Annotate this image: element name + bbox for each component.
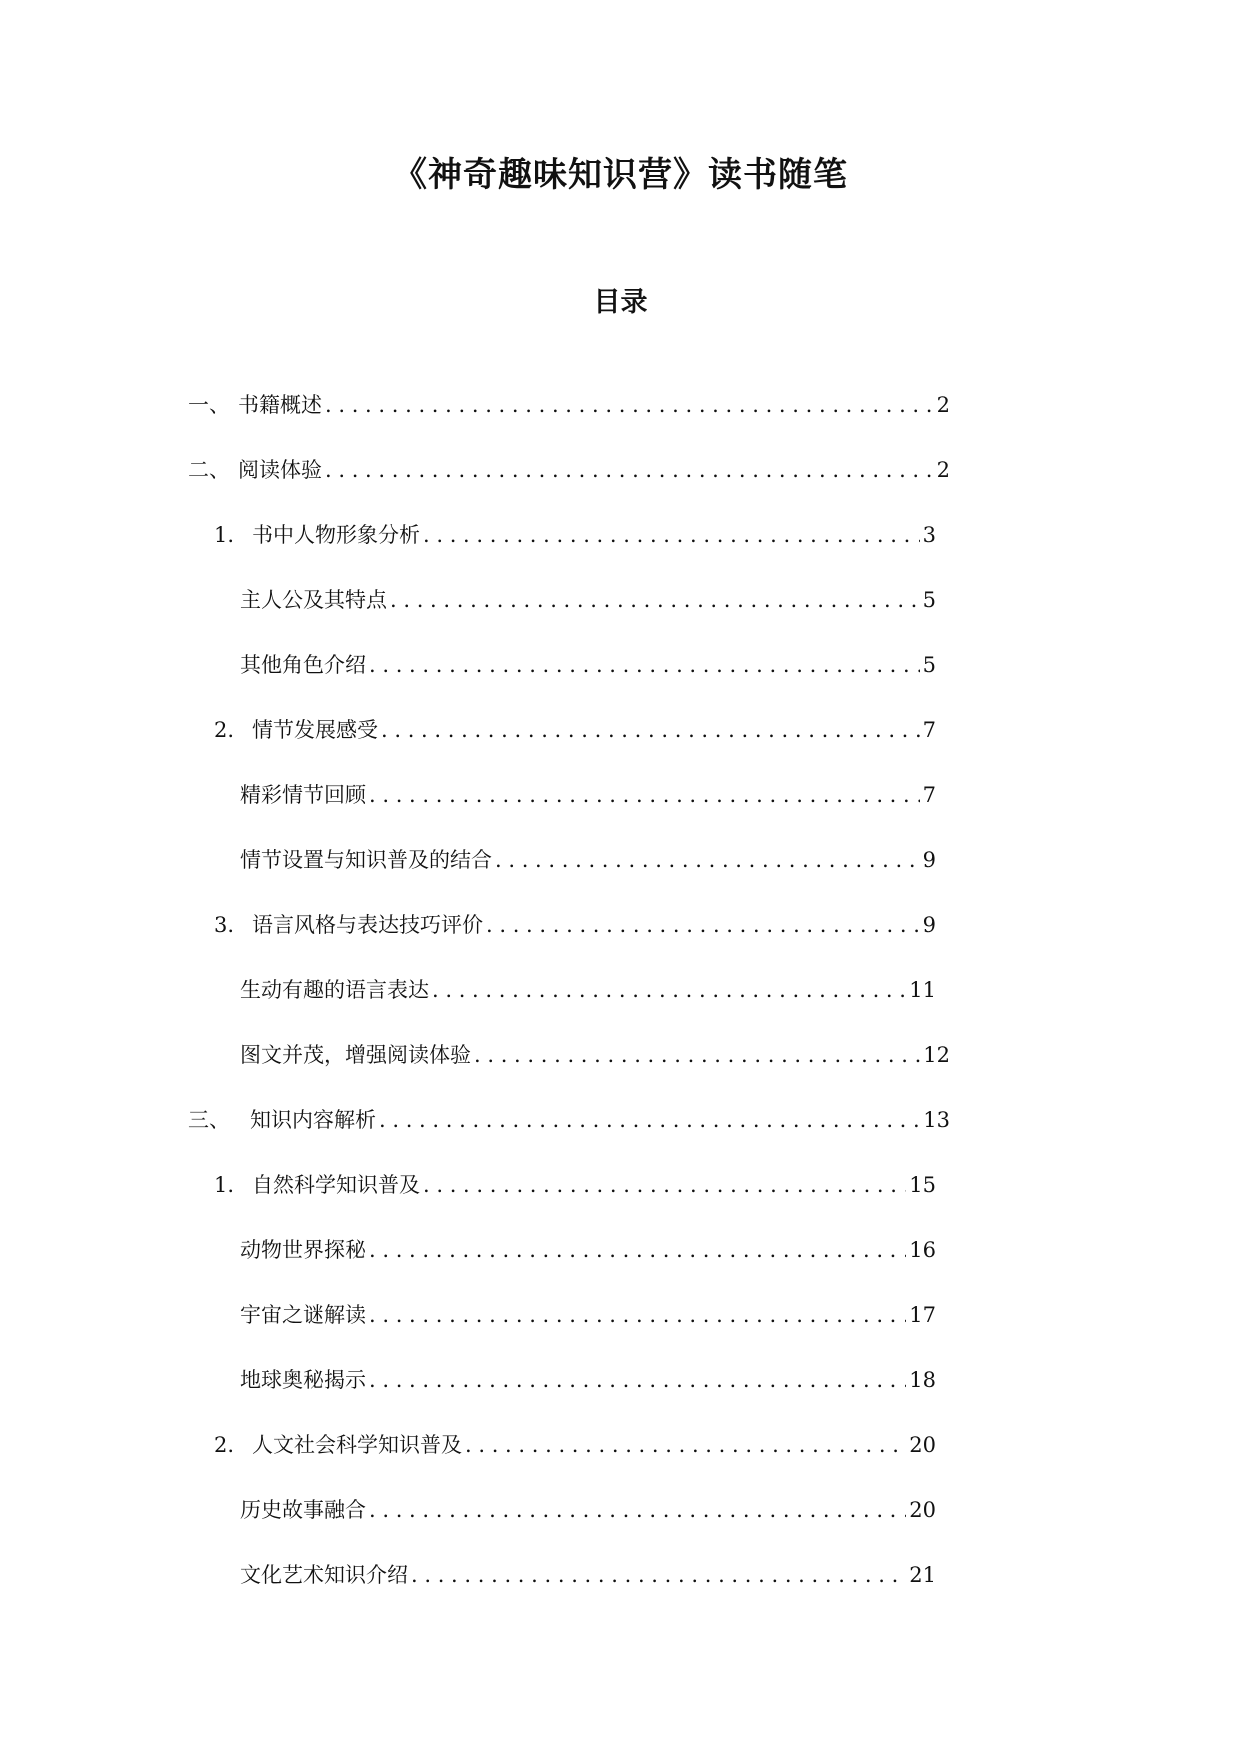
toc-entry-page: 2 bbox=[936, 458, 950, 482]
toc-entry-title: 宇宙之谜解读 bbox=[240, 1303, 366, 1327]
toc-dot-leader bbox=[465, 1430, 906, 1460]
toc-entry-title: 语言风格与表达技巧评价 bbox=[252, 913, 483, 937]
toc-entry-title: 主人公及其特点 bbox=[240, 588, 387, 612]
toc-entry-title: 阅读体验 bbox=[238, 458, 322, 482]
toc-entry-title: 地球奥秘揭示 bbox=[240, 1368, 366, 1392]
toc-entry-title: 人文社会科学知识普及 bbox=[252, 1433, 462, 1457]
toc-entry-number: 1. bbox=[214, 1173, 235, 1197]
toc-entry[interactable] bbox=[240, 1355, 936, 1395]
toc-dot-leader bbox=[369, 1495, 906, 1525]
toc-dot-leader bbox=[423, 520, 920, 550]
toc-entry-title: 生动有趣的语言表达 bbox=[240, 978, 429, 1002]
toc-entry-page: 17 bbox=[909, 1303, 936, 1327]
toc-entry[interactable] bbox=[214, 900, 936, 940]
toc-entry-page: 5 bbox=[922, 588, 936, 612]
toc-entry-page: 7 bbox=[922, 783, 936, 807]
toc-entry-page: 2 bbox=[936, 393, 950, 417]
toc-heading: 目录 bbox=[593, 287, 648, 318]
toc-entry[interactable] bbox=[188, 380, 950, 420]
toc-entry-page: 9 bbox=[922, 913, 936, 937]
toc-entry-page: 5 bbox=[922, 653, 936, 677]
toc-entry-page: 7 bbox=[922, 718, 936, 742]
toc-entry[interactable] bbox=[240, 965, 936, 1005]
document-title: 《神奇趣味知识营》读书随笔 bbox=[393, 155, 848, 195]
toc-entry[interactable] bbox=[214, 1160, 936, 1200]
toc-dot-leader bbox=[411, 1560, 906, 1590]
toc-entry-title: 情节设置与知识普及的结合 bbox=[240, 848, 492, 872]
toc-entry-number: 一、 bbox=[188, 393, 230, 417]
toc-entry-page: 9 bbox=[922, 848, 936, 872]
toc-entry-title: 其他角色介绍 bbox=[240, 653, 366, 677]
toc-entry-title: 文化艺术知识介绍 bbox=[240, 1563, 408, 1587]
toc-entry-page: 21 bbox=[909, 1563, 936, 1587]
toc-entry[interactable] bbox=[214, 705, 936, 745]
toc-entry-title: 自然科学知识普及 bbox=[252, 1173, 420, 1197]
toc-entry-title: 动物世界探秘 bbox=[240, 1238, 366, 1262]
toc-entry-number: 2. bbox=[214, 1433, 235, 1457]
toc-entry-title: 历史故事融合 bbox=[240, 1498, 366, 1522]
toc-entry-title: 精彩情节回顾 bbox=[240, 783, 366, 807]
toc-entry-title: 知识内容解析 bbox=[250, 1108, 376, 1132]
toc-entry[interactable] bbox=[240, 770, 936, 810]
toc-entry-title: 图文并茂，增强阅读体验 bbox=[240, 1043, 471, 1067]
toc-entry-page: 16 bbox=[909, 1238, 936, 1262]
toc-entry-page: 15 bbox=[909, 1173, 936, 1197]
toc-entry[interactable] bbox=[188, 445, 950, 485]
toc-dot-leader bbox=[369, 1235, 906, 1265]
toc-dot-leader bbox=[379, 1105, 920, 1135]
toc-entry[interactable] bbox=[240, 640, 936, 680]
toc-entry-number: 二、 bbox=[188, 458, 230, 482]
toc-dot-leader bbox=[390, 585, 920, 615]
toc-entry[interactable] bbox=[214, 1420, 936, 1460]
toc-dot-leader bbox=[325, 390, 934, 420]
toc-dot-leader bbox=[432, 975, 906, 1005]
toc-entry[interactable] bbox=[240, 1550, 936, 1590]
toc-entry-page: 12 bbox=[923, 1043, 950, 1067]
toc-entry[interactable] bbox=[240, 1485, 936, 1525]
toc-entry[interactable] bbox=[188, 1095, 950, 1135]
toc-entry-number: 3. bbox=[214, 913, 235, 937]
toc-entry-title: 情节发展感受 bbox=[252, 718, 378, 742]
toc-entry[interactable] bbox=[240, 1030, 950, 1070]
toc-entry-page: 20 bbox=[909, 1433, 936, 1457]
toc-entry[interactable] bbox=[240, 1225, 936, 1265]
toc-entry-number: 三、 bbox=[188, 1108, 230, 1132]
toc-entry-title: 书中人物形象分析 bbox=[252, 523, 420, 547]
toc-dot-leader bbox=[369, 1365, 906, 1395]
toc-entry[interactable] bbox=[240, 835, 936, 875]
toc-dot-leader bbox=[474, 1040, 920, 1070]
toc-entry-page: 18 bbox=[909, 1368, 936, 1392]
toc-dot-leader bbox=[486, 910, 920, 940]
toc-entry-page: 13 bbox=[923, 1108, 950, 1132]
toc-entry-page: 20 bbox=[909, 1498, 936, 1522]
toc-dot-leader bbox=[495, 845, 920, 875]
toc-entry[interactable] bbox=[214, 510, 936, 550]
toc-dot-leader bbox=[369, 650, 920, 680]
toc-dot-leader bbox=[381, 715, 920, 745]
toc-entry[interactable] bbox=[240, 1290, 936, 1330]
toc-dot-leader bbox=[369, 780, 920, 810]
toc-dot-leader bbox=[369, 1300, 906, 1330]
toc-entry-number: 2. bbox=[214, 718, 235, 742]
toc-entry-title: 书籍概述 bbox=[238, 393, 322, 417]
toc-entry-number: 1. bbox=[214, 523, 235, 547]
toc-entry-page: 11 bbox=[909, 978, 936, 1002]
toc-dot-leader bbox=[423, 1170, 906, 1200]
toc-dot-leader bbox=[325, 455, 934, 485]
toc-entry[interactable] bbox=[240, 575, 936, 615]
toc-entry-page: 3 bbox=[922, 523, 936, 547]
